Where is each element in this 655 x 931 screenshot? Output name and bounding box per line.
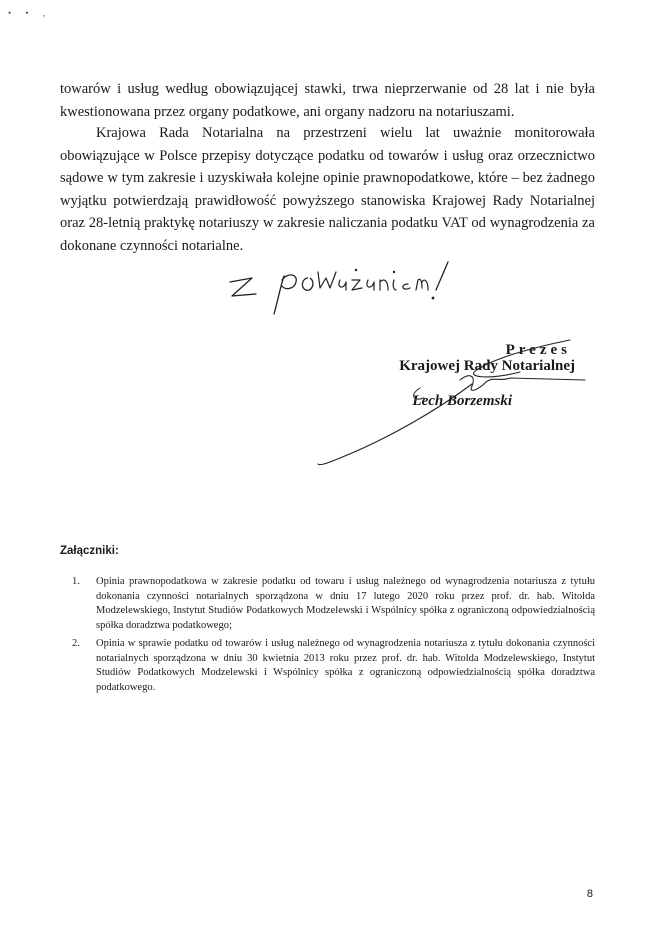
attachment-item: [60, 575, 595, 633]
attachments-heading: Załączniki:: [60, 545, 119, 557]
handwritten-closing: [222, 258, 472, 318]
attachment-item: [60, 637, 595, 695]
paragraph-krn-monitoring: Krajowa Rada Notarialna na przestrzeni wielu lat uważnie monitorowała obowiązujące w Polsce przepisy dotyczące podatku od towarów i usług oraz orzecznictwo sądowe w tym zakresie i uzyskiwała kolejne opinie prawnopodatkowe, które – bez żadnego wyjątku potwierdzają prawidłowość powyższego stanowiska Krajowej Rady Notarialnej oraz 28-letnią praktykę notariuszy w zakresie naliczania podatku VAT od wynagrodzenia za dokonane czynności notarialne.: [60, 125, 595, 254]
signatory-name: Lech Borzemski: [412, 393, 512, 409]
handwritten-signature: [300, 328, 600, 478]
attachment-number: 1.: [72, 576, 80, 587]
page-number: 8: [586, 888, 593, 900]
attachments-list: [60, 575, 595, 699]
signatory-title: Prezes: [505, 342, 571, 358]
attachment-text: Opinia prawnopodatkowa w zakresie podatku od towaru i usług należnego od wynagrodzenia notariusza z tytułu dokonania czynności notarialnych sporządzona w dniu 17 lutego 2020 roku przez prof. dr. hab. Witolda Modzelewskiego, Instytut Studiów Podatkowych Modzelewski i Wspólnicy spółka z ograniczoną odpowiedzialnością spółka doradztwa podatkowego;: [96, 576, 595, 631]
attachment-number: 2.: [72, 638, 80, 649]
signatory-organization: Krajowej Rady Notarialnej: [399, 358, 575, 374]
paragraph-continuation: towarów i usług według obowiązującej stawki, trwa nieprzerwanie od 28 lat i nie była kwestionowana przez organy podatkowe, ani organy nadzoru na notariuszami.: [60, 81, 595, 120]
attachment-text: Opinia w sprawie podatku od towarów i usług należnego od wynagrodzenia notariusza z tytułu dokonania czynności notarialnych sporządzona w dniu 30 kwietnia 2013 roku przez prof. dr. hab. Witolda Modzelewskiego, Instytut Studiów Podatkowych Modzelewski i Wspólnicy spółka z ograniczoną odpowiedzialnością spółka doradztwa podatkowego.: [96, 638, 595, 693]
scan-artifact-dots: • • ,: [8, 8, 52, 18]
